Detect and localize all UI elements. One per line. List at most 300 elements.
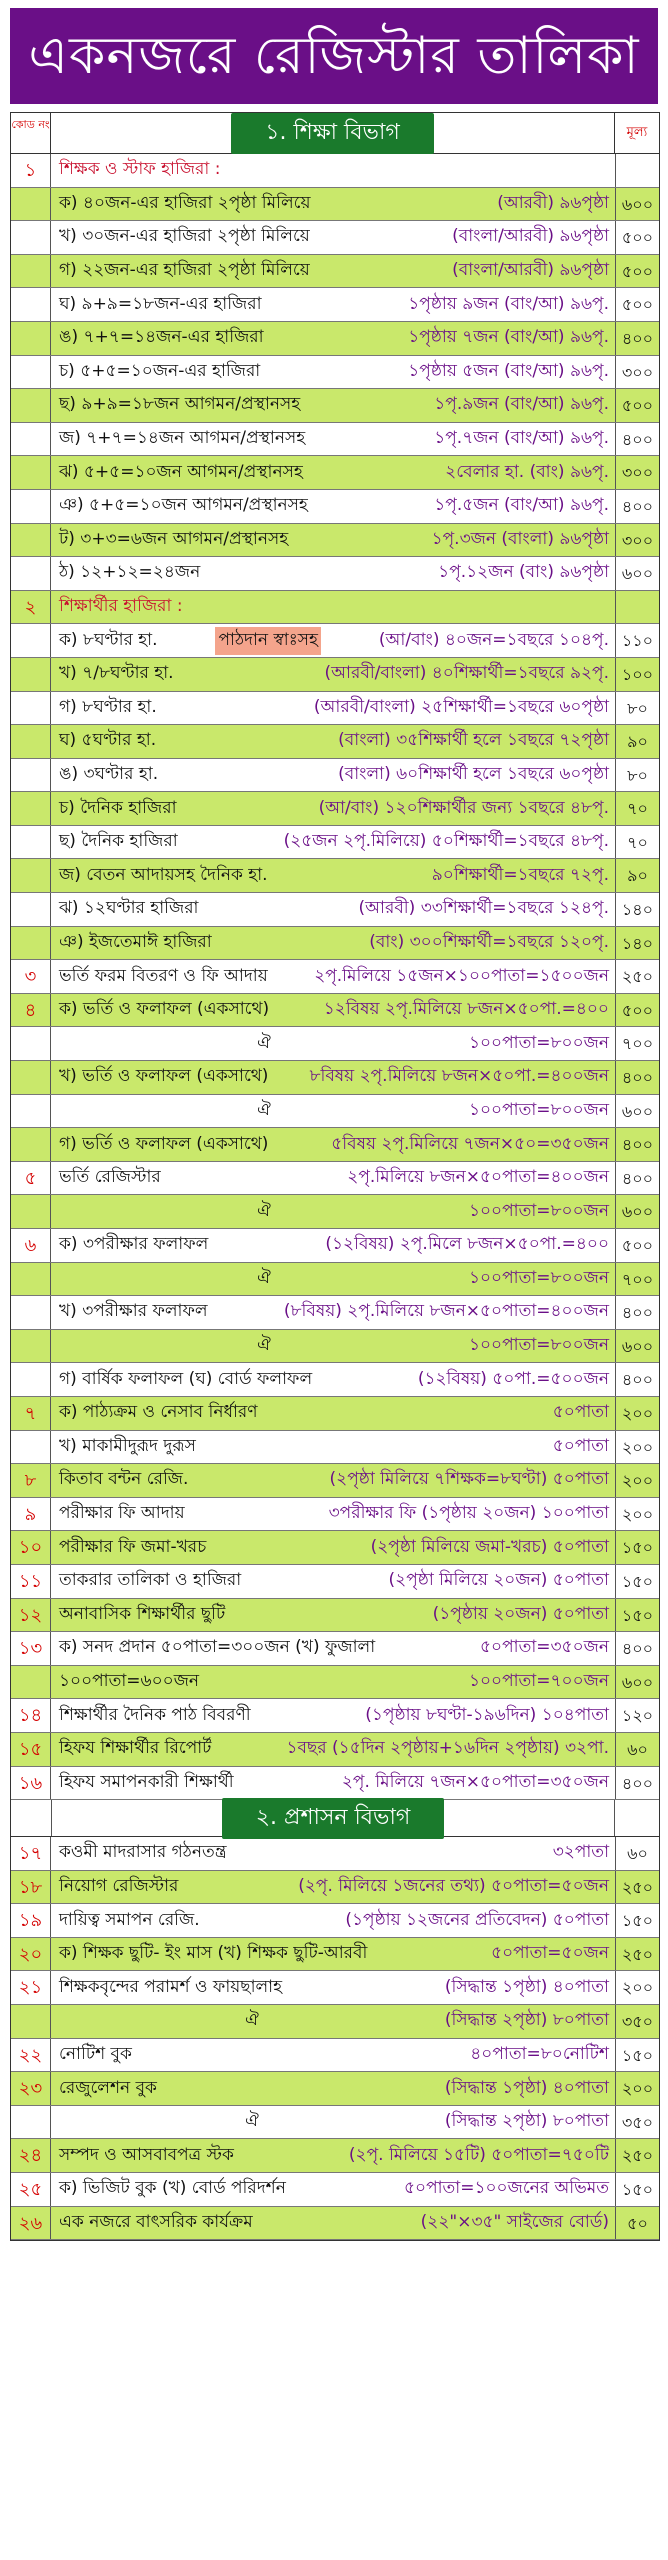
row-code: ২২ bbox=[11, 2039, 51, 2072]
item-price: ২০০ bbox=[615, 1464, 659, 1497]
item-description: খ) ৩০জন-এর হাজিরা ২পৃষ্ঠা মিলিয়ে bbox=[59, 226, 310, 247]
row-code bbox=[11, 1095, 51, 1128]
table-row bbox=[11, 591, 659, 625]
section-admin-heading: ২. প্রশাসন বিভাগ bbox=[222, 1798, 445, 1839]
item-price: ৭০০ bbox=[615, 1263, 659, 1296]
item-price: ৩৫০ bbox=[615, 2005, 659, 2038]
item-detail: (সিদ্ধান্ত ১পৃষ্ঠা) ৪০পাতা bbox=[444, 2077, 609, 2098]
item-description: নিয়োগ রেজিস্টার bbox=[59, 1875, 179, 1896]
row-code bbox=[11, 255, 51, 288]
table-row bbox=[11, 1296, 659, 1330]
table-row bbox=[11, 692, 659, 726]
item-description: ঞ) ইজতেমাঈ হাজিরা bbox=[59, 931, 212, 952]
item-detail: ১২বিষয় ২পৃ.মিলিয়ে ৮জন×৫০পা.=৪০০ bbox=[323, 999, 609, 1020]
item-description: ঞ) ৫+৫=১০জন আগমন/প্রস্থানসহ bbox=[59, 495, 308, 516]
item-detail: ২পৃ.মিলিয়ে ৮জন×৫০পাতা=৪০০জন bbox=[347, 1167, 609, 1188]
row-code: ১১ bbox=[11, 1565, 51, 1598]
row-code bbox=[11, 927, 51, 960]
table-row bbox=[11, 1330, 659, 1364]
item-description: ঝ) ৫+৫=১০জন আগমন/প্রস্থানসহ bbox=[59, 461, 303, 482]
table-row bbox=[11, 1195, 659, 1229]
table-row bbox=[11, 1904, 659, 1938]
table-row bbox=[11, 927, 659, 961]
item-detail: ১০০পাতা=৮০০জন bbox=[468, 1200, 609, 1221]
item-price: ২০০ bbox=[615, 1397, 659, 1430]
item-detail: (২৫জন ২পৃ.মিলিয়ে) ৫০শিক্ষার্থী=১বছরে ৪৮পৃ. bbox=[283, 831, 609, 852]
section-admin-rows bbox=[11, 1837, 659, 2240]
row-code bbox=[11, 2005, 51, 2038]
row-code: ৯ bbox=[11, 1498, 51, 1531]
item-description: শিক্ষকবৃন্দের পরামর্শ ও ফায়ছালাহ bbox=[59, 1976, 283, 1997]
item-price: ৬০০ bbox=[615, 1095, 659, 1128]
item-detail: ১পৃষ্ঠায় ৯জন (বাং/আ) ৯৬পৃ. bbox=[408, 293, 609, 314]
row-code: ২৩ bbox=[11, 2072, 51, 2105]
row-code bbox=[11, 524, 51, 557]
table-row bbox=[11, 456, 659, 490]
item-description: গ) ৮ঘণ্টার হা. bbox=[59, 696, 157, 717]
row-code: ১৪ bbox=[11, 1699, 51, 1732]
ditto-mark: ঐ bbox=[257, 1200, 271, 1221]
table-row bbox=[11, 389, 659, 423]
item-detail: ১০০পাতা=৮০০জন bbox=[468, 1335, 609, 1356]
section-education-heading: ১. শিক্ষা বিভাগ bbox=[231, 113, 434, 154]
item-price: ৭০০ bbox=[615, 1027, 659, 1060]
item-price: ৪০০ bbox=[615, 1363, 659, 1396]
item-detail: ২পৃ. মিলিয়ে ৭জন×৫০পাতা=৩৫০জন bbox=[341, 1771, 609, 1792]
table-row bbox=[11, 859, 659, 893]
item-price: ৬০০ bbox=[615, 557, 659, 590]
item-detail: (বাংলা) ৩৫শিক্ষার্থী হলে ১বছরে ৭২পৃষ্ঠা bbox=[338, 730, 609, 751]
row-code bbox=[11, 692, 51, 725]
item-detail: ১পৃ.৩জন (বাংলা) ৯৬পৃষ্ঠা bbox=[431, 528, 609, 549]
item-price: ৬০ bbox=[615, 1837, 659, 1870]
item-description: পরীক্ষার ফি আদায় bbox=[59, 1503, 185, 1524]
item-price: ৬০ bbox=[615, 1733, 659, 1766]
row-code bbox=[11, 792, 51, 825]
ditto-mark: ঐ bbox=[257, 1032, 271, 1053]
item-description: দায়িত্ব সমাপন রেজি. bbox=[59, 1909, 200, 1930]
table-row bbox=[11, 624, 659, 658]
item-detail: ১পৃ.৭জন (বাং/আ) ৯৬পৃ. bbox=[434, 428, 609, 449]
item-price: ১৪০ bbox=[615, 893, 659, 926]
item-detail: ৫০পাতা=১০০জনের অভিমত bbox=[403, 2178, 609, 2199]
row-code bbox=[11, 1330, 51, 1363]
ditto-mark: ঐ bbox=[257, 1267, 271, 1288]
item-price: ৮০ bbox=[615, 692, 659, 725]
item-description: গ) ২২জন-এর হাজিরা ২পৃষ্ঠা মিলিয়ে bbox=[59, 260, 310, 281]
item-detail: (সিদ্ধান্ত ২পৃষ্ঠা) ৮০পাতা bbox=[444, 2010, 609, 2031]
item-description: খ) ৭/৮ঘণ্টার হা. bbox=[59, 663, 174, 684]
item-detail: (সিদ্ধান্ত ১পৃষ্ঠা) ৪০পাতা bbox=[444, 1976, 609, 1997]
table-row bbox=[11, 994, 659, 1028]
item-detail: ৫০পাতা bbox=[552, 1435, 609, 1456]
item-price: ৩০০ bbox=[615, 356, 659, 389]
item-detail: (২পৃষ্ঠা মিলিয়ে ৭শিক্ষক=৮ঘণ্টা) ৫০পাতা bbox=[329, 1469, 609, 1490]
item-description: চ) দৈনিক হাজিরা bbox=[59, 797, 177, 818]
group-heading: শিক্ষার্থীর হাজিরা : bbox=[59, 596, 183, 617]
row-code bbox=[11, 2106, 51, 2139]
item-description: ক) ভিজিট বুক (খ) বোর্ড পরিদর্শন bbox=[59, 2178, 286, 2199]
row-code bbox=[11, 624, 51, 657]
item-detail: (২২"×৩৫" সাইজের বোর্ড) bbox=[420, 2211, 609, 2232]
item-price: ৬০০ bbox=[615, 1330, 659, 1363]
item-description: খ) ভর্তি ও ফলাফল (একসাথে) bbox=[59, 1066, 269, 1087]
item-price: ২০০ bbox=[615, 2072, 659, 2105]
table-row bbox=[11, 1363, 659, 1397]
item-description: ক) ৪০জন-এর হাজিরা ২পৃষ্ঠা মিলিয়ে bbox=[59, 192, 311, 213]
section-admin-row bbox=[11, 1800, 659, 1837]
row-code: ১৩ bbox=[11, 1632, 51, 1665]
table-row bbox=[11, 1061, 659, 1095]
item-detail: ৩২পাতা bbox=[552, 1842, 609, 1863]
item-detail: (বাংলা/আরবী) ৯৬পৃষ্ঠা bbox=[452, 260, 609, 281]
item-detail: (১পৃষ্ঠায় ২০জন) ৫০পাতা bbox=[432, 1603, 609, 1624]
item-detail: (আরবী) ৯৬পৃষ্ঠা bbox=[497, 192, 609, 213]
item-price: ১৫০ bbox=[615, 2173, 659, 2206]
row-code bbox=[11, 322, 51, 355]
item-detail: (১২বিষয়) ৫০পা.=৫০০জন bbox=[417, 1368, 609, 1389]
item-description: ছ) ৯+৯=১৮জন আগমন/প্রস্থানসহ bbox=[59, 394, 301, 415]
table-row bbox=[11, 557, 659, 591]
table-row bbox=[11, 188, 659, 222]
table-row bbox=[11, 725, 659, 759]
highlight-label: পাঠদান স্বাঃসহ bbox=[215, 627, 320, 655]
item-price: ৪০০ bbox=[615, 1767, 659, 1800]
table-row bbox=[11, 221, 659, 255]
item-description: ঙ) ৩ঘণ্টার হা. bbox=[59, 763, 159, 784]
item-price: ৪০০ bbox=[615, 490, 659, 523]
row-code bbox=[11, 1666, 51, 1699]
item-detail: (বাং) ৩০০শিক্ষার্থী=১বছরে ১২০পৃ. bbox=[369, 931, 609, 952]
table-row bbox=[11, 1263, 659, 1297]
code-column-header: কোড নং bbox=[11, 113, 51, 153]
table-row bbox=[11, 1128, 659, 1162]
row-code bbox=[11, 1128, 51, 1161]
item-price: ১১০ bbox=[615, 624, 659, 657]
row-code: ২৪ bbox=[11, 2139, 51, 2172]
item-price: ৫০০ bbox=[615, 255, 659, 288]
item-price bbox=[615, 591, 659, 624]
item-description: গ) বার্ষিক ফলাফল (ঘ) বোর্ড ফলাফল bbox=[59, 1368, 313, 1389]
item-description: ঘ) ৫ঘণ্টার হা. bbox=[59, 730, 157, 751]
item-detail: ১পৃ.১২জন (বাং) ৯৬পৃষ্ঠা bbox=[438, 562, 609, 583]
item-price: ২০০ bbox=[615, 1431, 659, 1464]
item-price: ৪০০ bbox=[615, 1296, 659, 1329]
item-price: ১৫০ bbox=[615, 1565, 659, 1598]
row-code: ৪ bbox=[11, 994, 51, 1027]
row-code bbox=[11, 221, 51, 254]
table-row bbox=[11, 1027, 659, 1061]
price-column-header: মূল্য bbox=[614, 113, 659, 153]
item-detail: ৫০পাতা=৩৫০জন bbox=[480, 1637, 609, 1658]
table-row bbox=[11, 1397, 659, 1431]
row-code: ১০ bbox=[11, 1531, 51, 1564]
item-price: ৩৫০ bbox=[615, 2106, 659, 2139]
item-detail: (২পৃ. মিলিয়ে ১৫টি) ৫০পাতা=৭৫০টি bbox=[348, 2144, 609, 2165]
row-code bbox=[11, 1296, 51, 1329]
item-description: অনাবাসিক শিক্ষার্থীর ছুটি bbox=[59, 1603, 226, 1624]
row-code: ৫ bbox=[11, 1162, 51, 1195]
row-code bbox=[11, 826, 51, 859]
item-detail: ২বেলার হা. (বাং) ৯৬পৃ. bbox=[445, 461, 609, 482]
item-price: ১২০ bbox=[615, 1699, 659, 1732]
item-description: ছ) দৈনিক হাজিরা bbox=[59, 831, 178, 852]
item-price: ৭০ bbox=[615, 792, 659, 825]
row-code bbox=[11, 658, 51, 691]
table-row bbox=[11, 1699, 659, 1733]
item-price: ৪০০ bbox=[615, 423, 659, 456]
table-row bbox=[11, 1632, 659, 1666]
item-price: ৯০ bbox=[615, 859, 659, 892]
row-code bbox=[11, 893, 51, 926]
item-detail: ৩পরীক্ষার ফি (১পৃষ্ঠায় ২০জন) ১০০পাতা bbox=[328, 1503, 609, 1524]
row-code bbox=[11, 1263, 51, 1296]
item-price: ৪০০ bbox=[615, 1162, 659, 1195]
item-detail: ১পৃ.৫জন (বাং/আ) ৯৬পৃ. bbox=[434, 495, 609, 516]
item-price: ৪০০ bbox=[615, 322, 659, 355]
item-description: নোটিশ বুক bbox=[59, 2043, 132, 2064]
item-detail: (সিদ্ধান্ত ২পৃষ্ঠা) ৮০পাতা bbox=[444, 2111, 609, 2132]
row-code: ৬ bbox=[11, 1229, 51, 1262]
item-description: ক) শিক্ষক ছুটি- ইং মাস (খ) শিক্ষক ছুটি-আরবী bbox=[59, 1943, 368, 1964]
row-code bbox=[11, 288, 51, 321]
item-description: হিফয শিক্ষার্থীর রিপোর্ট bbox=[59, 1738, 212, 1759]
item-description: খ) মাকামীদুরূদ দুরূস bbox=[59, 1435, 196, 1456]
item-description: ক) ৩পরীক্ষার ফলাফল bbox=[59, 1234, 209, 1255]
item-detail: (২পৃষ্ঠা মিলিয়ে জমা-খরচ) ৫০পাতা bbox=[370, 1536, 609, 1557]
table-header bbox=[11, 113, 659, 154]
item-detail: (আরবী/বাংলা) ২৫শিক্ষার্থী=১বছরে ৬০পৃষ্ঠা bbox=[313, 696, 609, 717]
table-row bbox=[11, 2173, 659, 2207]
item-detail: (১পৃষ্ঠায় ১২জনের প্রতিবেদন) ৫০পাতা bbox=[345, 1909, 609, 1930]
item-detail: ১পৃ.৯জন (বাং/আ) ৯৬পৃ. bbox=[434, 394, 609, 415]
table-row bbox=[11, 154, 659, 188]
row-code: ২০ bbox=[11, 1938, 51, 1971]
item-price: ২৫০ bbox=[615, 1938, 659, 1971]
row-code bbox=[11, 1027, 51, 1060]
row-code: ২১ bbox=[11, 1971, 51, 2004]
table-row bbox=[11, 2207, 659, 2241]
section-education-rows bbox=[11, 154, 659, 1800]
item-price: ২০০ bbox=[615, 1498, 659, 1531]
item-price: ১৫০ bbox=[615, 1599, 659, 1632]
row-code bbox=[11, 490, 51, 523]
table-row bbox=[11, 1229, 659, 1263]
item-detail: (আ/বাং) ১২০শিক্ষার্থীর জন্য ১বছরে ৪৮পৃ. bbox=[318, 797, 609, 818]
item-description: ভর্তি ফরম বিতরণ ও ফি আদায় bbox=[59, 965, 268, 986]
item-description: পরীক্ষার ফি জমা-খরচ bbox=[59, 1536, 207, 1557]
item-description: ক) সনদ প্রদান ৫০পাতা=৩০০জন (খ) ফুজালা bbox=[59, 1637, 376, 1658]
item-price: ৫০০ bbox=[615, 994, 659, 1027]
table-row bbox=[11, 524, 659, 558]
item-description: গ) ভর্তি ও ফলাফল (একসাথে) bbox=[59, 1133, 269, 1154]
row-code: ৮ bbox=[11, 1464, 51, 1497]
table-row bbox=[11, 356, 659, 390]
item-price: ৪০০ bbox=[615, 1061, 659, 1094]
item-detail: ৫বিষয় ২পৃ.মিলিয়ে ৭জন×৫০=৩৫০জন bbox=[331, 1133, 609, 1154]
item-detail: (২পৃষ্ঠা মিলিয়ে ২০জন) ৫০পাতা bbox=[388, 1570, 609, 1591]
row-code: ২৬ bbox=[11, 2207, 51, 2240]
table-row bbox=[11, 1565, 659, 1599]
page-title: একনজরে রেজিস্টার তালিকা bbox=[10, 8, 658, 104]
item-price: ৬০০ bbox=[615, 188, 659, 221]
table-row bbox=[11, 1938, 659, 1972]
ditto-mark: ঐ bbox=[245, 2111, 259, 2132]
item-price: ৩০০ bbox=[615, 524, 659, 557]
item-price: ৫০০ bbox=[615, 288, 659, 321]
item-description: ঙ) ৭+৭=১৪জন-এর হাজিরা bbox=[59, 327, 264, 348]
item-detail: ১পৃষ্ঠায় ৭জন (বাং/আ) ৯৬পৃ. bbox=[408, 327, 609, 348]
table-row bbox=[11, 2005, 659, 2039]
row-code bbox=[11, 1061, 51, 1094]
table-row bbox=[11, 1971, 659, 2005]
row-code: ১৯ bbox=[11, 1904, 51, 1937]
item-price: ২৫০ bbox=[615, 1871, 659, 1904]
row-code bbox=[11, 1431, 51, 1464]
table-row bbox=[11, 1498, 659, 1532]
row-code: ১৫ bbox=[11, 1733, 51, 1766]
item-detail: ১বছর (১৫দিন ২পৃষ্ঠায়+১৬দিন ২পৃষ্ঠায়) ৩২পা. bbox=[286, 1738, 609, 1759]
item-detail: ২পৃ.মিলিয়ে ১৫জন×১০০পাতা=১৫০০জন bbox=[314, 965, 609, 986]
table-row bbox=[11, 1837, 659, 1871]
table-row bbox=[11, 826, 659, 860]
table-row bbox=[11, 960, 659, 994]
item-description: ভর্তি রেজিস্টার bbox=[59, 1167, 161, 1188]
row-code bbox=[11, 557, 51, 590]
row-code: ১৬ bbox=[11, 1767, 51, 1800]
row-code: ১২ bbox=[11, 1599, 51, 1632]
table-row bbox=[11, 1162, 659, 1196]
item-price: ২৫০ bbox=[615, 2139, 659, 2172]
item-detail: ১০০পাতা=৮০০জন bbox=[468, 1099, 609, 1120]
table-row bbox=[11, 255, 659, 289]
item-description: ঠ) ১২+১২=২৪জন bbox=[59, 562, 201, 583]
row-code bbox=[11, 456, 51, 489]
item-description: কিতাব বন্টন রেজি. bbox=[59, 1469, 189, 1490]
item-description: ঝ) ১২ঘণ্টার হাজিরা bbox=[59, 898, 199, 919]
table-row bbox=[11, 1767, 659, 1801]
item-detail: (৮বিষয়) ২পৃ.মিলিয়ে ৮জন×৫০পাতা=৪০০জন bbox=[283, 1301, 609, 1322]
item-description: ঘ) ৯+৯=১৮জন-এর হাজিরা bbox=[59, 293, 262, 314]
row-code: ১ bbox=[11, 154, 51, 187]
item-detail: (বাংলা) ৬০শিক্ষার্থী হলে ১বছরে ৬০পৃষ্ঠা bbox=[338, 763, 609, 784]
table-row bbox=[11, 792, 659, 826]
table-row bbox=[11, 2139, 659, 2173]
item-price: ২০০ bbox=[615, 1971, 659, 2004]
item-detail: ৫০পাতা bbox=[552, 1402, 609, 1423]
item-description: শিক্ষার্থীর দৈনিক পাঠ বিবরণী bbox=[59, 1704, 251, 1725]
item-description: এক নজরে বাৎসরিক কার্যক্রম bbox=[59, 2211, 253, 2232]
item-description: রেজুলেশন বুক bbox=[59, 2077, 157, 2098]
item-price: ৯০ bbox=[615, 725, 659, 758]
table-row bbox=[11, 1464, 659, 1498]
row-code bbox=[11, 356, 51, 389]
table-row bbox=[11, 288, 659, 322]
item-detail: (বাংলা/আরবী) ৯৬পৃষ্ঠা bbox=[452, 226, 609, 247]
row-code bbox=[11, 759, 51, 792]
item-price: ১০০ bbox=[615, 658, 659, 691]
item-description: চ) ৫+৫=১০জন-এর হাজিরা bbox=[59, 360, 261, 381]
row-code bbox=[11, 1363, 51, 1396]
table-row bbox=[11, 1599, 659, 1633]
row-code bbox=[11, 188, 51, 221]
item-detail: (আ/বাং) ৪০জন=১বছরে ১০৪পৃ. bbox=[378, 629, 609, 650]
item-price: ১৫০ bbox=[615, 1531, 659, 1564]
item-detail: ৫০পাতা=৫০জন bbox=[491, 1943, 609, 1964]
item-description: জ) ৭+৭=১৪জন আগমন/প্রস্থানসহ bbox=[59, 428, 306, 449]
item-price: ১৪০ bbox=[615, 927, 659, 960]
item-detail: (১পৃষ্ঠায় ৮ঘণ্টা-১৯৬দিন) ১০৪পাতা bbox=[365, 1704, 609, 1725]
ditto-mark: ঐ bbox=[245, 2010, 259, 2031]
item-price: ৬০০ bbox=[615, 1666, 659, 1699]
item-detail: (আরবী/বাংলা) ৪০শিক্ষার্থী=১বছরে ৯২পৃ. bbox=[324, 663, 609, 684]
row-code bbox=[11, 725, 51, 758]
table-row bbox=[11, 1095, 659, 1129]
table-row bbox=[11, 1666, 659, 1700]
row-code: ৩ bbox=[11, 960, 51, 993]
item-detail: (১২বিষয়) ২পৃ.মিলে ৮জন×৫০পা.=৪০০ bbox=[325, 1234, 609, 1255]
item-description: কওমী মাদরাসার গঠনতন্ত্র bbox=[59, 1842, 227, 1863]
row-code bbox=[11, 859, 51, 892]
item-price: ৮০ bbox=[615, 759, 659, 792]
item-detail: ১০০পাতা=৮০০জন bbox=[468, 1267, 609, 1288]
item-price: ১৫০ bbox=[615, 1904, 659, 1937]
item-description: জ) বেতন আদায়সহ দৈনিক হা. bbox=[59, 864, 268, 885]
item-description: তাকরার তালিকা ও হাজিরা bbox=[59, 1570, 242, 1591]
item-price: ৪০০ bbox=[615, 1632, 659, 1665]
table-row bbox=[11, 2072, 659, 2106]
item-detail: ১০০পাতা=৮০০জন bbox=[468, 1032, 609, 1053]
table-row bbox=[11, 2106, 659, 2140]
item-detail: (আরবী) ৩৩শিক্ষার্থী=১বছরে ১২৪পৃ. bbox=[358, 898, 609, 919]
table-row bbox=[11, 2039, 659, 2073]
row-code: ১৭ bbox=[11, 1837, 51, 1870]
register-table bbox=[10, 112, 660, 2241]
item-price: ১৫০ bbox=[615, 2039, 659, 2072]
item-price: ২৫০ bbox=[615, 960, 659, 993]
item-description: ১০০পাতা=৬০০জন bbox=[59, 1671, 200, 1692]
row-code bbox=[11, 423, 51, 456]
item-price: ৫০০ bbox=[615, 221, 659, 254]
item-description: খ) ৩পরীক্ষার ফলাফল bbox=[59, 1301, 208, 1322]
ditto-mark: ঐ bbox=[257, 1335, 271, 1356]
table-row bbox=[11, 1871, 659, 1905]
item-price: ৪০০ bbox=[615, 1128, 659, 1161]
item-description: ক) ৮ঘণ্টার হা. bbox=[59, 629, 158, 650]
table-row bbox=[11, 1431, 659, 1465]
row-code bbox=[11, 1195, 51, 1228]
table-row bbox=[11, 1531, 659, 1565]
item-description: ক) ভর্তি ও ফলাফল (একসাথে) bbox=[59, 999, 270, 1020]
item-price: ৫০ bbox=[615, 2207, 659, 2240]
item-detail: ৮বিষয় ২পৃ.মিলিয়ে ৮জন×৫০পা.=৪০০জন bbox=[309, 1066, 609, 1087]
table-row bbox=[11, 322, 659, 356]
item-detail: ৯০শিক্ষার্থী=১বছরে ৭২পৃ. bbox=[431, 864, 609, 885]
table-row bbox=[11, 759, 659, 793]
item-description: ক) পাঠ্যক্রম ও নেসাব নির্ধারণ bbox=[59, 1402, 258, 1423]
group-heading: শিক্ষক ও স্টাফ হাজিরা : bbox=[59, 159, 221, 180]
row-code: ১৮ bbox=[11, 1871, 51, 1904]
row-code: ২ bbox=[11, 591, 51, 624]
table-row bbox=[11, 893, 659, 927]
table-row bbox=[11, 1733, 659, 1767]
item-price: ৭০ bbox=[615, 826, 659, 859]
item-detail: ৪০পাতা=৮০নোটিশ bbox=[470, 2043, 609, 2064]
row-code: ৭ bbox=[11, 1397, 51, 1430]
item-detail: ১পৃষ্ঠায় ৫জন (বাং/আ) ৯৬পৃ. bbox=[408, 360, 609, 381]
item-price: ৬০০ bbox=[615, 1195, 659, 1228]
table-row bbox=[11, 490, 659, 524]
